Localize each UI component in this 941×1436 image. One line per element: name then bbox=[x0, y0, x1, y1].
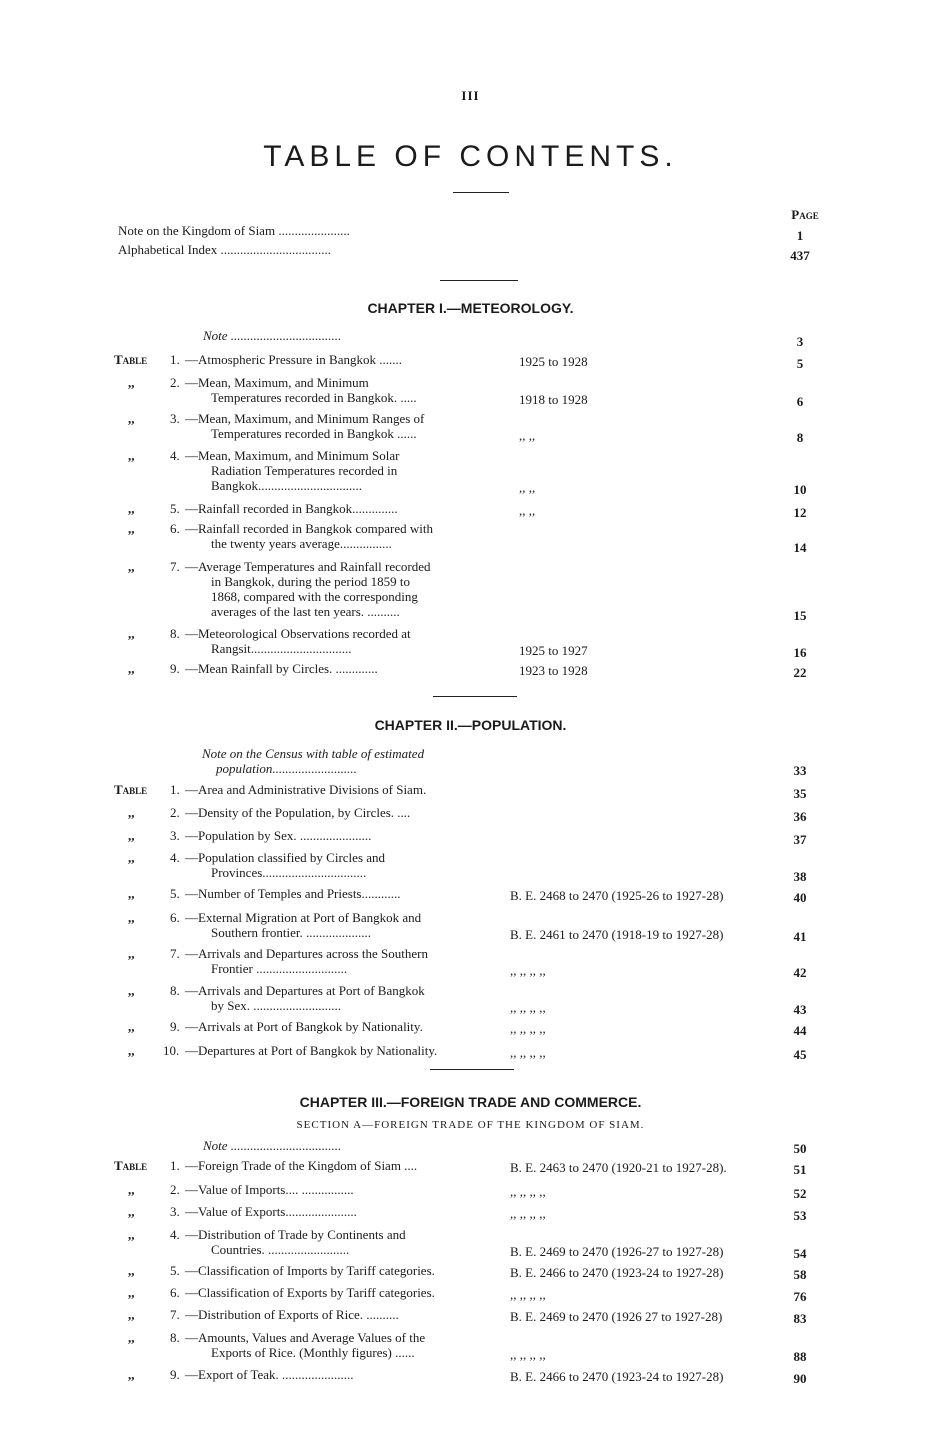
entry-text-line: Temperatures recorded in Bangkok. ..... bbox=[211, 390, 417, 405]
ditto-mark: ,, bbox=[128, 375, 135, 390]
entry-text-line: —Distribution of Exports of Rice. .......... bbox=[185, 1307, 399, 1322]
entry-text-line: —Area and Administrative Divisions of Siam. bbox=[185, 782, 427, 797]
ditto-mark: ,, bbox=[128, 1367, 135, 1382]
entry-number: 7. bbox=[170, 1307, 180, 1322]
entry-text-line: —Average Temperatures and Rainfall recorded bbox=[185, 559, 431, 574]
entry-period: ,, ,, ,, ,, bbox=[510, 1184, 546, 1199]
entry-period: B. E. 2461 to 2470 (1918-19 to 1927-28) bbox=[510, 927, 724, 942]
entry-page: 16 bbox=[793, 645, 807, 660]
entry-text-line: Temperatures recorded in Bangkok ...... bbox=[211, 426, 417, 441]
ditto-mark: ,, bbox=[128, 661, 135, 676]
ditto-mark: ,, bbox=[128, 626, 135, 641]
entry-text-line: —Population classified by Circles and bbox=[185, 850, 386, 865]
entry-text-line: —Rainfall recorded in Bangkok compared with bbox=[185, 521, 434, 536]
ditto-mark: ,, bbox=[128, 886, 135, 901]
entry-period: ,, ,, bbox=[519, 503, 536, 518]
entry-number: 3. bbox=[170, 828, 180, 843]
entry-page: 8 bbox=[796, 430, 804, 445]
ditto-mark: ,, bbox=[128, 1182, 135, 1197]
entry-period: 1925 to 1927 bbox=[519, 643, 588, 658]
entry-period: ,, ,, bbox=[519, 428, 536, 443]
ditto-mark: ,, bbox=[128, 946, 135, 961]
entry-text-line: Southern frontier. .................... bbox=[211, 925, 371, 940]
entry-number: 3. bbox=[170, 411, 180, 426]
entry-text-line: —Classification of Imports by Tariff categories. bbox=[185, 1263, 435, 1278]
entry-text-line: —Arrivals at Port of Bangkok by Nationality. bbox=[185, 1019, 423, 1034]
entry-number: 1. bbox=[170, 782, 180, 797]
entry-text-line: —Mean, Maximum, and Minimum bbox=[185, 375, 369, 390]
ditto-mark: ,, bbox=[128, 1019, 135, 1034]
page-column-header: Page bbox=[791, 207, 819, 222]
entry-text-line: Exports of Rice. (Monthly figures) ...... bbox=[211, 1345, 415, 1360]
entry-text-line: —External Migration at Port of Bangkok and bbox=[185, 910, 422, 925]
chapter-3-note: Note .................................. bbox=[203, 1138, 342, 1153]
entry-page: 40 bbox=[793, 890, 807, 905]
entry-number: 6. bbox=[170, 910, 180, 925]
entry-number: 7. bbox=[170, 559, 180, 574]
chapter-2-note-line2: population.......................... bbox=[216, 761, 357, 776]
ditto-mark: ,, bbox=[128, 910, 135, 925]
entry-period: B. E. 2468 to 2470 (1925-26 to 1927-28) bbox=[510, 888, 724, 903]
chapter-3-note-page: 50 bbox=[793, 1141, 807, 1156]
entry-text-line: —Mean, Maximum, and Minimum Ranges of bbox=[185, 411, 425, 426]
entry-number: 9. bbox=[170, 1019, 180, 1034]
entry-period: ,, ,, ,, ,, bbox=[510, 1000, 546, 1015]
entry-page: 45 bbox=[793, 1047, 807, 1062]
front-page-index: 437 bbox=[790, 248, 810, 263]
entry-text-line: —Value of Exports...................... bbox=[185, 1204, 357, 1219]
entry-text-line: Provinces................................ bbox=[211, 865, 367, 880]
entry-period: ,, ,, ,, ,, bbox=[510, 1287, 546, 1302]
page-number: III bbox=[461, 88, 480, 103]
table-label: Table bbox=[114, 1158, 148, 1173]
entry-number: 5. bbox=[170, 501, 180, 516]
entry-text-line: —Meteorological Observations recorded at bbox=[185, 626, 411, 641]
entry-page: 35 bbox=[793, 786, 807, 801]
entry-page: 6 bbox=[796, 394, 804, 409]
entry-period: B. E. 2466 to 2470 (1923-24 to 1927-28) bbox=[510, 1369, 724, 1384]
divider bbox=[433, 696, 517, 697]
ditto-mark: ,, bbox=[128, 1330, 135, 1345]
chapter-1-heading: CHAPTER I.—METEOROLOGY. bbox=[367, 300, 574, 316]
entry-period: ,, ,, bbox=[519, 480, 536, 495]
entry-number: 2. bbox=[170, 805, 180, 820]
entry-page: 36 bbox=[793, 809, 807, 824]
entry-page: 53 bbox=[793, 1208, 807, 1223]
page-title: TABLE OF CONTENTS. bbox=[263, 140, 678, 173]
entry-text-line: —Mean, Maximum, and Minimum Solar bbox=[185, 448, 400, 463]
entry-text-line: —Mean Rainfall by Circles. ............. bbox=[185, 661, 378, 676]
front-entry-note: Note on the Kingdom of Siam ...................... bbox=[118, 223, 350, 238]
chapter-2-note-page: 33 bbox=[793, 763, 807, 778]
entry-number: 6. bbox=[170, 521, 180, 536]
entry-text-line: —Departures at Port of Bangkok by Nationality. bbox=[185, 1043, 438, 1058]
ditto-mark: ,, bbox=[128, 1285, 135, 1300]
entry-period: ,, ,, ,, ,, bbox=[510, 1347, 546, 1362]
table-label: Table bbox=[114, 782, 148, 797]
entry-number: 3. bbox=[170, 1204, 180, 1219]
entry-period: 1923 to 1928 bbox=[519, 663, 588, 678]
entry-page: 83 bbox=[793, 1311, 807, 1326]
ditto-mark: ,, bbox=[128, 828, 135, 843]
entry-period: ,, ,, ,, ,, bbox=[510, 1021, 546, 1036]
entry-period: 1918 to 1928 bbox=[519, 392, 588, 407]
entry-number: 10. bbox=[163, 1043, 180, 1058]
entry-text-line: Countries. ......................... bbox=[211, 1242, 350, 1257]
entry-text-line: 1868, compared with the corresponding bbox=[211, 589, 418, 604]
entry-number: 4. bbox=[170, 850, 180, 865]
entry-text-line: —Foreign Trade of the Kingdom of Siam .... bbox=[185, 1158, 418, 1173]
entry-text-line: Bangkok................................ bbox=[211, 478, 362, 493]
entry-page: 90 bbox=[793, 1371, 807, 1386]
divider bbox=[440, 280, 518, 281]
chapter-3-section: SECTION A—FOREIGN TRADE OF THE KINGDOM OF SIAM. bbox=[296, 1119, 645, 1131]
entry-text-line: —Distribution of Trade by Continents and bbox=[185, 1227, 406, 1242]
entry-page: 10 bbox=[793, 482, 807, 497]
entry-number: 1. bbox=[170, 352, 180, 367]
entry-page: 41 bbox=[793, 929, 807, 944]
entry-text-line: —Arrivals and Departures across the Southern bbox=[185, 946, 428, 961]
entry-page: 14 bbox=[793, 540, 807, 555]
divider bbox=[430, 1069, 514, 1070]
entry-number: 2. bbox=[170, 1182, 180, 1197]
entry-text-line: —Export of Teak. ...................... bbox=[185, 1367, 354, 1382]
ditto-mark: ,, bbox=[128, 1043, 135, 1058]
entry-text-line: averages of the last ten years. .......... bbox=[211, 604, 400, 619]
entry-period: ,, ,, ,, ,, bbox=[510, 963, 546, 978]
entry-period: B. E. 2469 to 2470 (1926-27 to 1927-28) bbox=[510, 1244, 724, 1259]
entry-number: 5. bbox=[170, 1263, 180, 1278]
ditto-mark: ,, bbox=[128, 1227, 135, 1242]
entry-number: 9. bbox=[170, 1367, 180, 1382]
entry-text-line: —Density of the Population, by Circles. .... bbox=[185, 805, 411, 820]
ditto-mark: ,, bbox=[128, 805, 135, 820]
entry-page: 58 bbox=[793, 1267, 807, 1282]
entry-page: 44 bbox=[793, 1023, 807, 1038]
entry-number: 5. bbox=[170, 886, 180, 901]
entry-page: 12 bbox=[793, 505, 807, 520]
entry-period: B. E. 2463 to 2470 (1920-21 to 1927-28). bbox=[510, 1160, 727, 1175]
entry-page: 15 bbox=[793, 608, 807, 623]
entry-period: B. E. 2466 to 2470 (1923-24 to 1927-28) bbox=[510, 1265, 724, 1280]
entry-number: 2. bbox=[170, 375, 180, 390]
table-label: Table bbox=[114, 352, 148, 367]
entry-page: 76 bbox=[793, 1289, 807, 1304]
ditto-mark: ,, bbox=[128, 1263, 135, 1278]
entry-number: 1. bbox=[170, 1158, 180, 1173]
entry-text-line: —Amounts, Values and Average Values of the bbox=[185, 1330, 426, 1345]
entry-text-line: —Number of Temples and Priests............ bbox=[185, 886, 401, 901]
entry-number: 8. bbox=[170, 983, 180, 998]
entry-number: 4. bbox=[170, 448, 180, 463]
chapter-1-note: Note .................................. bbox=[203, 328, 342, 343]
entry-page: 22 bbox=[793, 665, 807, 680]
ditto-mark: ,, bbox=[128, 1307, 135, 1322]
chapter-1-note-page: 3 bbox=[796, 334, 804, 349]
entry-text-line: —Rainfall recorded in Bangkok.............. bbox=[185, 501, 398, 516]
ditto-mark: ,, bbox=[128, 1204, 135, 1219]
entry-number: 4. bbox=[170, 1227, 180, 1242]
entry-text-line: Rangsit............................... bbox=[211, 641, 352, 656]
chapter-3-heading: CHAPTER III.—FOREIGN TRADE AND COMMERCE. bbox=[299, 1094, 642, 1110]
entry-text-line: —Population by Sex. ...................... bbox=[185, 828, 372, 843]
entry-text-line: Radiation Temperatures recorded in bbox=[211, 463, 398, 478]
entry-page: 42 bbox=[793, 965, 807, 980]
entry-period: ,, ,, ,, ,, bbox=[510, 1206, 546, 1221]
chapter-2-note-line1: Note on the Census with table of estimated bbox=[202, 746, 425, 761]
entry-text-line: by Sex. ........................... bbox=[211, 998, 341, 1013]
entry-period: B. E. 2469 to 2470 (1926 27 to 1927-28) bbox=[510, 1309, 723, 1324]
entry-number: 6. bbox=[170, 1285, 180, 1300]
entry-period: ,, ,, ,, ,, bbox=[510, 1045, 546, 1060]
ditto-mark: ,, bbox=[128, 501, 135, 516]
entry-page: 51 bbox=[793, 1162, 807, 1177]
ditto-mark: ,, bbox=[128, 983, 135, 998]
entry-page: 43 bbox=[793, 1002, 807, 1017]
entry-text-line: the twenty years average................ bbox=[211, 536, 392, 551]
ditto-mark: ,, bbox=[128, 521, 135, 536]
chapter-2-heading: CHAPTER II.—POPULATION. bbox=[374, 717, 567, 733]
ditto-mark: ,, bbox=[128, 850, 135, 865]
entry-text-line: in Bangkok, during the period 1859 to bbox=[211, 574, 410, 589]
entry-text-line: —Arrivals and Departures at Port of Bangkok bbox=[185, 983, 425, 998]
entry-text-line: Frontier ............................ bbox=[211, 961, 348, 976]
entry-text-line: —Atmospheric Pressure in Bangkok ....... bbox=[185, 352, 403, 367]
entry-period: 1925 to 1928 bbox=[519, 354, 588, 369]
entry-page: 88 bbox=[793, 1349, 807, 1364]
front-page-note: 1 bbox=[796, 228, 804, 243]
entry-page: 52 bbox=[793, 1186, 807, 1201]
entry-number: 8. bbox=[170, 1330, 180, 1345]
ditto-mark: ,, bbox=[128, 411, 135, 426]
entry-page: 5 bbox=[796, 356, 804, 371]
entry-number: 7. bbox=[170, 946, 180, 961]
entry-number: 9. bbox=[170, 661, 180, 676]
entry-number: 8. bbox=[170, 626, 180, 641]
front-entry-index: Alphabetical Index .................................. bbox=[118, 242, 332, 257]
entry-page: 38 bbox=[793, 869, 807, 884]
entry-page: 37 bbox=[793, 832, 807, 847]
entry-page: 54 bbox=[793, 1246, 807, 1261]
ditto-mark: ,, bbox=[128, 448, 135, 463]
entry-text-line: —Value of Imports.... ................ bbox=[185, 1182, 354, 1197]
entry-text-line: —Classification of Exports by Tariff categories. bbox=[185, 1285, 435, 1300]
title-rule bbox=[453, 192, 509, 193]
ditto-mark: ,, bbox=[128, 559, 135, 574]
